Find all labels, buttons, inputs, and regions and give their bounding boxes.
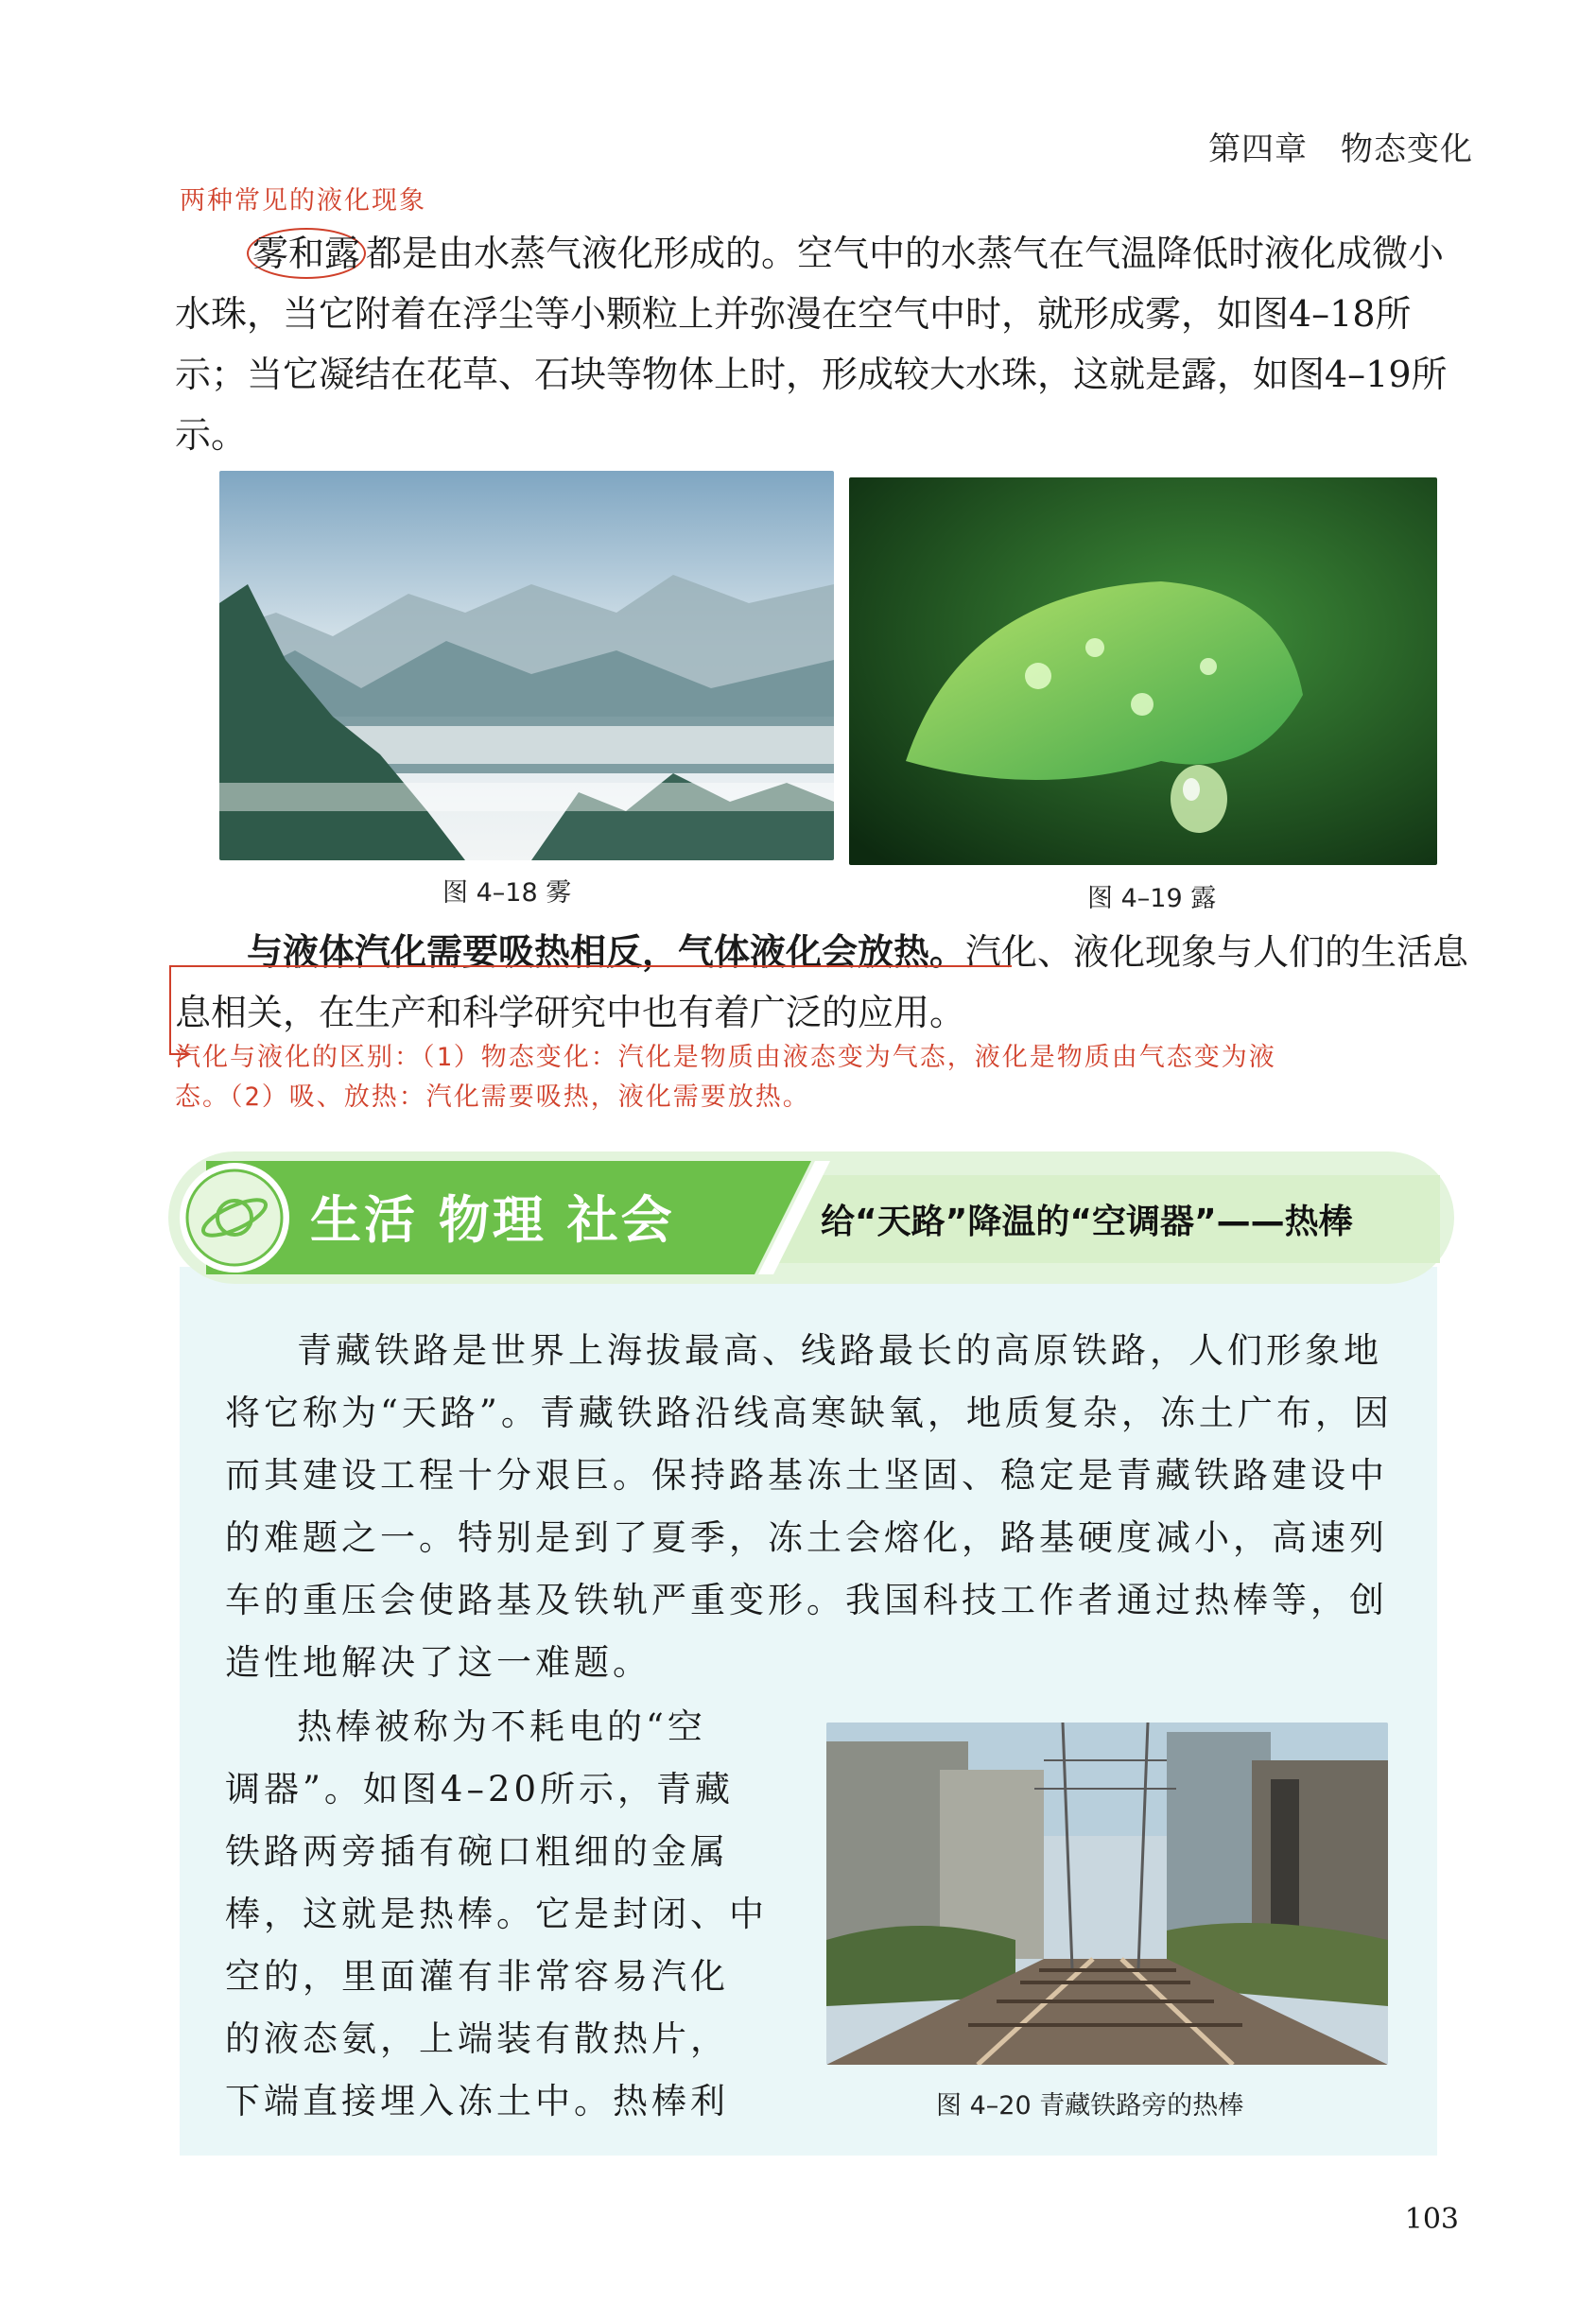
section-paragraph-1-text: 青藏铁路是世界上海拔最高、线路最长的高原铁路，人们形象地将它称为“天路”。青藏铁路沿线高寒缺氧，地质复杂，冻土广布，因而其建设工程十分艰巨。保持路基冻土坚固、稳定是青藏铁路建设中的难题之一。特别是到了夏季，冻土会熔化，路基硬度减小，高速列车的重压会使路基及铁轨严重变形。我国科技工作者通过热棒等，创造性地解决了这一难题。: [225, 1330, 1393, 1683]
section-p2-line-2: 调器”。如图4–20所示，青藏: [225, 1769, 735, 1809]
chapter-header: 第四章 物态变化: [1208, 130, 1473, 168]
section-p2-line-3: 铁路两旁插有碗口粗细的金属: [225, 1831, 729, 1872]
section-p2-line-1: 热棒被称为不耗电的“空: [297, 1706, 706, 1747]
paragraph-fog-dew: [175, 223, 1470, 465]
annotation-bottom: [175, 1038, 1499, 1117]
annotation-bottom-line1: 汽化与液化的区别：（1）物态变化：汽化是物质由液态变为气态，液化是物质由气态变为液: [175, 1043, 1276, 1072]
annotation-top: 两种常见的液化现象: [180, 186, 426, 216]
section-paragraph-2: [225, 1696, 792, 2133]
fog-photo: [219, 471, 834, 860]
section-p2-line-4: 棒，这就是热棒。它是封闭、中: [225, 1894, 768, 1934]
banner-subtitle: 给“天路”降温的“空调器”——热棒: [821, 1203, 1353, 1241]
circled-term: 雾和露: [247, 228, 366, 279]
section-paragraph-1: [225, 1320, 1397, 1694]
dew-photo: [849, 477, 1437, 865]
dew-caption: 图 4–19 露: [1087, 884, 1217, 913]
banner-title: 生活 物理 社会: [310, 1190, 675, 1250]
section-p2-line-6: 的液态氨，上端装有散热片，: [225, 2018, 729, 2059]
paragraph-liquefaction-text: 汽化、液化现象与人们的生活息息相关，在生产和科学研究中也有着广泛的应用。: [175, 931, 1469, 1033]
page-number: 103: [1404, 2203, 1459, 2236]
fog-caption: 图 4–18 雾: [442, 878, 572, 908]
annotation-bottom-line2: 态。（2）吸、放热：汽化需要吸热，液化需要放热。: [175, 1082, 810, 1112]
section-p2-line-5: 空的，里面灌有非常容易汽化: [225, 1956, 729, 1997]
paragraph-fog-dew-text: 都是由水蒸气液化形成的。空气中的水蒸气在气温降低时液化成微小水珠，当它附着在浮尘等小颗粒上并弥漫在空气中时，就形成雾，如图4–18所示；当它凝结在花草、石块等物体上时，形成较大水珠，这就是露，如图4–19所示。: [175, 233, 1448, 456]
section-banner: [168, 1151, 1454, 1284]
railway-photo: [826, 1723, 1388, 2065]
railway-caption: 图 4–20 青藏铁路旁的热棒: [936, 2091, 1244, 2121]
planet-icon: [197, 1182, 272, 1254]
key-statement: 与液体汽化需要吸热相反，气体液化会放热。: [247, 931, 966, 973]
section-p2-line-7: 下端直接埋入冻土中。热棒利: [225, 2081, 729, 2121]
